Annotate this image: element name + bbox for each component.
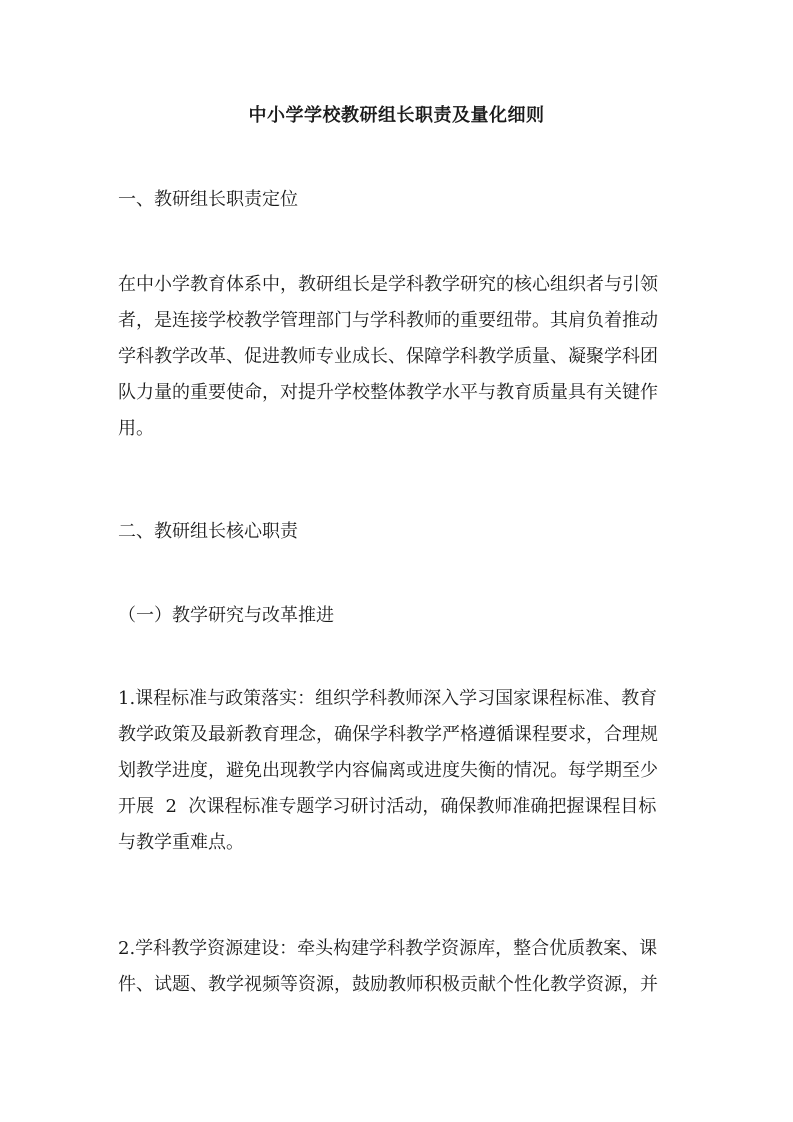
section-heading-core-duties: 二、教研组长核心职责	[118, 521, 298, 542]
list-item-teaching-resources	[118, 931, 678, 1003]
text-line: 开展 2 次课程标准专题学习研讨活动，确保教师准确把握课程目标	[118, 796, 657, 817]
text-line: 划教学进度，避免出现教学内容偏离或进度失衡的情况。每学期至少	[118, 760, 658, 781]
text-line: 件、试题、教学视频等资源，鼓励教师积极贡献个性化教学资源，并	[118, 974, 658, 995]
text-line: 队力量的重要使命，对提升学校整体教学水平与教育质量具有关键作	[118, 382, 658, 403]
text-line: 与教学重难点。	[118, 832, 244, 853]
text-line: 教学政策及最新教育理念，确保学科教学严格遵循课程要求，合理规	[118, 724, 658, 745]
text-line: 学科教学改革、促进教师专业成长、保障学科教学质量、凝聚学科团	[118, 346, 658, 367]
text-line: 在中小学教育体系中，教研组长是学科教学研究的核心组织者与引领	[118, 274, 658, 295]
subsection-heading-research-reform: （一）教学研究与改革推进	[118, 605, 334, 626]
document-title: 中小学学校教研组长职责及量化细则	[248, 105, 545, 126]
text-line: 用。	[118, 418, 154, 439]
text-line: 1.课程标准与政策落实：组织学科教师深入学习国家课程标准、教育	[118, 688, 658, 709]
list-item-curriculum-standards	[118, 681, 678, 861]
paragraph-positioning	[118, 267, 678, 447]
text-line: 2.学科教学资源建设：牵头构建学科教学资源库，整合优质教案、课	[118, 938, 658, 959]
section-heading-duties-positioning: 一、教研组长职责定位	[118, 189, 298, 210]
text-line: 者，是连接学校教学管理部门与学科教师的重要纽带。其肩负着推动	[118, 310, 658, 331]
